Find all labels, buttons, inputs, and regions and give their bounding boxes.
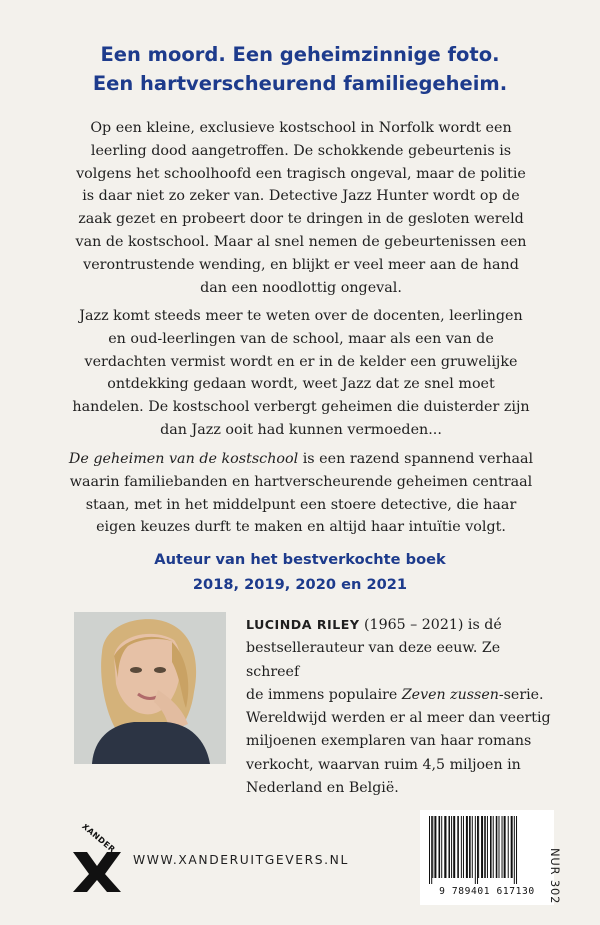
- author-bio: [246, 613, 556, 800]
- barcode-bar: [493, 816, 494, 878]
- text-line: Wereldwijd werden er al meer dan veertig: [246, 710, 551, 727]
- xander-x-icon: [67, 824, 127, 892]
- text-line: Jazz komt steeds meer te weten over de docenten, leerlingen: [79, 308, 523, 324]
- text-fragment: de immens populaire: [246, 686, 402, 703]
- barcode-bar: [432, 816, 433, 878]
- barcode-bars: [427, 816, 547, 884]
- publisher-logo: [67, 824, 127, 892]
- barcode-bar: [475, 816, 476, 884]
- barcode-bar: [481, 816, 483, 878]
- barcode-bar: [463, 816, 464, 878]
- text-line: [246, 613, 556, 637]
- headline: [40, 40, 560, 98]
- text-line: zaak gezet en probeert door te dringen in de gesloten wereld: [78, 211, 524, 228]
- author-name: LUCINDA RILEY: [246, 617, 360, 632]
- author-portrait-illustration: [74, 612, 226, 764]
- publisher-website[interactable]: WWW.XANDERUITGEVERS.NL: [133, 853, 349, 867]
- text-line: verontrustende wending, en blijkt er veel meer aan de hand: [83, 256, 519, 273]
- barcode-bar: [472, 816, 473, 878]
- barcode-bar: [444, 816, 446, 878]
- barcode-bar: [431, 816, 432, 884]
- barcode-bar: [487, 816, 488, 878]
- series-title: Zeven zussen: [401, 686, 499, 703]
- isbn-barcode: [420, 810, 554, 905]
- barcode-bar: [502, 816, 503, 878]
- text-line: verkocht, waarvan ruim 4,5 miljoen in: [246, 756, 521, 773]
- barcode-bar: [490, 816, 492, 878]
- barcode-bar: [484, 816, 486, 878]
- text-fragment: -serie.: [498, 686, 544, 703]
- text-line: leerling dood aangetroffen. De schokkende gebeurtenis is: [90, 142, 512, 159]
- tagline-line-2: 2018, 2019, 2020 en 2021: [192, 576, 408, 593]
- barcode-bar: [434, 816, 436, 878]
- text-line: [58, 448, 544, 471]
- barcode-bar: [453, 816, 455, 878]
- barcode-bar: [478, 816, 479, 878]
- barcode-bar: [466, 816, 468, 878]
- text-line: is daar niet zo zeker van. Detective Jazz Hunter wordt op de: [82, 188, 520, 205]
- barcode-bar: [451, 816, 452, 878]
- text-line: dan een noodlottig ongeval.: [200, 279, 402, 296]
- barcode-bar: [514, 816, 515, 884]
- text-line: eigen keuzes durft te maken en altijd haar intuïtie volgt.: [96, 519, 506, 536]
- text-line: miljoenen exemplaren van haar romans: [246, 733, 532, 750]
- barcode-bar: [469, 816, 471, 878]
- barcode-bar: [457, 816, 459, 878]
- text-line: en oud-leerlingen van de school, maar als een van de: [108, 330, 494, 347]
- text-line: Op een kleine, exclusieve kostschool in Norfolk wordt een: [90, 120, 512, 136]
- blurb-paragraph-2: [58, 305, 544, 442]
- tagline-line-1: Auteur van het bestverkochte boek: [154, 551, 446, 568]
- text-fragment: (1965 – 2021) is dé: [359, 617, 502, 633]
- text-line: staan, met in het middelpunt een stoere detective, die haar: [85, 496, 517, 513]
- text-line: dan Jazz ooit had kunnen vermoeden...: [160, 421, 442, 438]
- barcode-bar: [496, 816, 498, 878]
- text-line: waarin familiebanden en hartverscheurende geheimen centraal: [69, 473, 533, 490]
- barcode-bar: [504, 816, 506, 878]
- barcode-bar: [429, 816, 430, 884]
- text-line: ontdekking gedaan wordt, weet Jazz dat ze snel moet: [107, 376, 495, 393]
- barcode-bar: [461, 816, 462, 878]
- barcode-bar: [448, 816, 450, 878]
- barcode-bar: [511, 816, 513, 878]
- isbn-number: 9 789401 617130: [439, 886, 535, 897]
- text-fragment: is een razend spannend verhaal: [298, 451, 534, 467]
- barcode-bar: [477, 816, 478, 884]
- barcode-bar: [516, 816, 517, 884]
- text-line: van de kostschool. Maar al snel nemen de gebeurtenissen een: [75, 233, 527, 250]
- text-line: verdachten vermist wordt en er in de kelder een gruwelijke: [84, 353, 518, 370]
- headline-line-2: Een hartverscheurend familiegeheim.: [92, 72, 508, 95]
- text-line: volgens het schoolhoofd een tragisch ongeval, maar de politie: [76, 165, 526, 182]
- book-title: De geheimen van de kostschool: [68, 451, 299, 467]
- text-line: Nederland en België.: [246, 780, 399, 797]
- blurb-paragraph-3: [58, 448, 544, 539]
- text-line: handelen. De kostschool verbergt geheimen die duisterder zijn: [72, 399, 530, 416]
- headline-line-1: Een moord. Een geheimzinnige foto.: [100, 43, 500, 66]
- blurb-paragraph-1: [58, 117, 544, 299]
- nur-code: NUR 302: [548, 848, 562, 905]
- barcode-bar: [508, 816, 509, 878]
- text-line: [246, 684, 556, 707]
- author-photo: [74, 612, 226, 764]
- bestseller-tagline: [80, 547, 520, 597]
- barcode-bar: [438, 816, 440, 878]
- logo-wordmark: XANDER: [80, 824, 117, 855]
- text-line: bestsellerauteur van deze eeuw. Ze schreef: [246, 640, 501, 680]
- barcode-bar: [498, 816, 499, 878]
- barcode-bar: [441, 816, 442, 878]
